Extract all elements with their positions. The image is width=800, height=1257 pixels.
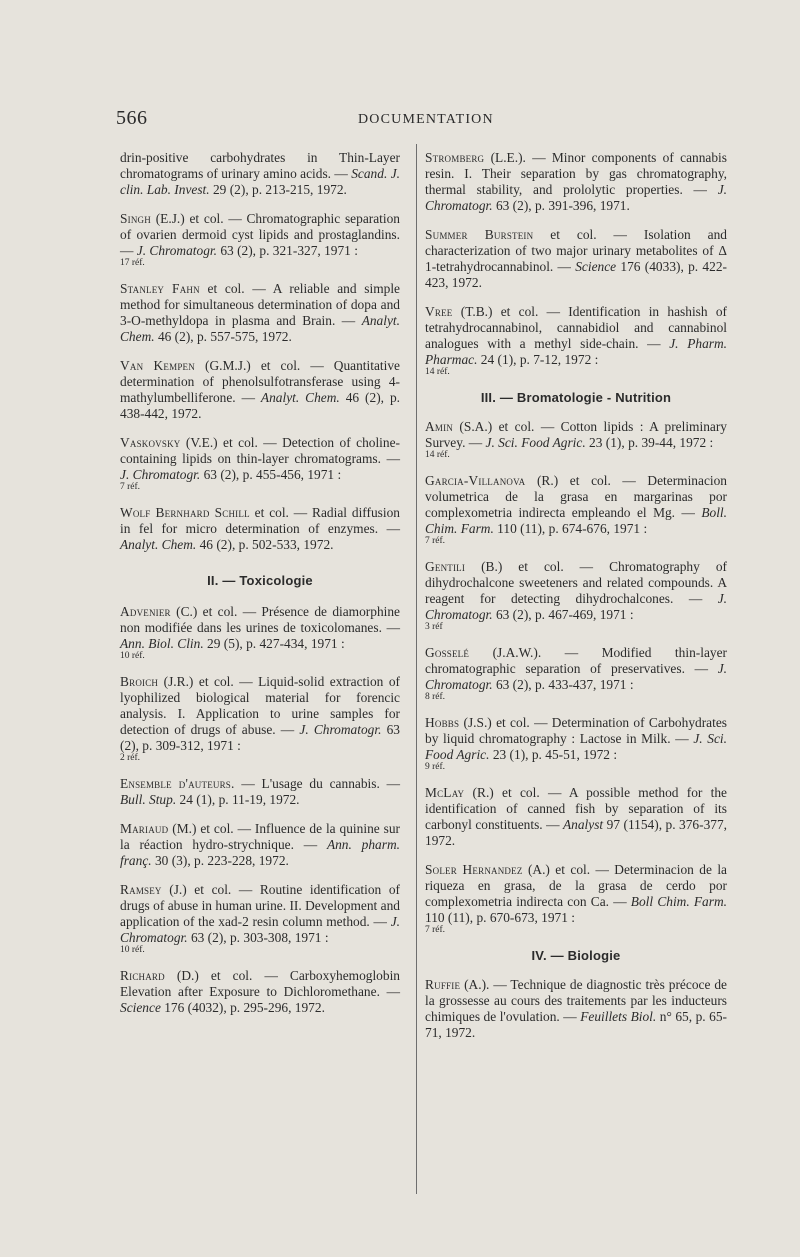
- entry-citation-tail: 24 (1), p. 7-12, 1972 :: [477, 352, 599, 367]
- entry-citation-tail: 46 (2), p. 502-533, 1972.: [196, 537, 334, 552]
- entry-author: Garcia-Villanova: [425, 473, 526, 488]
- entry-references-count: 7 réf.: [120, 482, 141, 492]
- bibliography-entry: [120, 211, 400, 268]
- section-heading: II. — Toxicologie: [207, 573, 313, 588]
- entry-author: Stanley Fahn: [120, 281, 200, 296]
- entry-journal: J. Chromatogr.: [425, 661, 727, 692]
- entry-author: Amin: [425, 419, 453, 434]
- entry-journal: J. Chromatogr.: [425, 591, 727, 622]
- entry-citation-tail: 97 (1154), p. 376-377, 1972.: [425, 817, 728, 848]
- entry-author: Stromberg: [425, 150, 485, 165]
- entry-citation-tail: 110 (11), p. 670-673, 1971 :: [425, 910, 576, 925]
- bibliography-entry: [120, 674, 400, 763]
- entry-author: Summer Burstein: [425, 227, 534, 242]
- entry-list: [425, 150, 727, 377]
- entry-journal: Bull. Stup.: [120, 792, 177, 807]
- entry-references-count: 17 réf.: [120, 258, 145, 268]
- entry-entry-text: et col. — Radial diffusion in fel for micro determination of enzymes. —: [120, 505, 400, 536]
- bibliography-entry: [425, 785, 727, 849]
- entry-journal: Analyt. Chem.: [120, 313, 400, 344]
- entry-citation-tail: 29 (2), p. 213-215, 1972.: [209, 182, 347, 197]
- entry-entry-text: drin-positive carbohydrates in Thin-Layer chromatograms of urinary amino acids. —: [120, 150, 400, 181]
- entry-citation-tail: n° 65, p. 65-71, 1972.: [425, 1009, 727, 1040]
- entry-author: Wolf Bernhard Schill: [120, 505, 250, 520]
- entry-citation-tail: 63 (2), p. 391-396, 1971.: [492, 198, 630, 213]
- entry-citation-tail: 24 (1), p. 11-19, 1972.: [176, 792, 300, 807]
- bibliography-entry: [425, 977, 727, 1041]
- bibliography-entry: [120, 358, 400, 422]
- bibliography-entry: [425, 559, 727, 632]
- right-column: [425, 150, 727, 1054]
- section-heading: III. — Bromatologie - Nutrition: [480, 390, 672, 405]
- entry-citation-tail: 63 (2), p. 455-456, 1971 :: [200, 467, 342, 482]
- entry-journal: J. Pharm. Pharmac.: [425, 336, 727, 367]
- entry-citation-tail: 176 (4033), p. 422-423, 1972.: [425, 259, 727, 290]
- entry-list: [120, 604, 400, 1016]
- entry-author: Ensemble d'auteurs.: [120, 776, 235, 791]
- entry-author: Vaskovsky: [120, 435, 181, 450]
- entry-entry-text: (S.A.) et col. — Cotton lipids : A preliminary Survey. —: [425, 419, 727, 450]
- entry-journal: Feuillets Biol.: [580, 1009, 657, 1024]
- entry-journal: Scand. J. clin. Lab. Invest.: [120, 166, 400, 197]
- entry-journal: J. Sci. Food Agric.: [485, 435, 586, 450]
- entry-citation-tail: 63 (2), p. 309-312, 1971 :: [120, 722, 400, 753]
- entry-entry-text: (T.B.) et col. — Identification in hashish of tetrahydrocannabinol, cannabidiol and cannabinol analogues with a methyl side-chain. —: [425, 304, 727, 351]
- entry-journal: J. Chromatogr.: [299, 722, 382, 737]
- entry-list: [425, 977, 727, 1041]
- entry-entry-text: (M.) et col. — Influence de la quinine sur la réaction hydro-strychnique. —: [120, 821, 400, 852]
- bibliography-entry: [425, 227, 727, 291]
- entry-journal: Science: [575, 259, 617, 274]
- bibliography-entry: [425, 150, 727, 214]
- entry-author: Soler Hernandez: [425, 862, 523, 877]
- entry-citation-tail: 46 (2), p. 557-575, 1972.: [154, 329, 292, 344]
- bibliography-entry: [120, 505, 400, 553]
- entry-references-count: 7 réf.: [425, 925, 446, 935]
- entry-references-count: 10 réf.: [120, 651, 145, 661]
- entry-citation-tail: 63 (2), p. 433-437, 1971 :: [492, 677, 634, 692]
- entry-references-count: 10 réf.: [120, 945, 145, 955]
- entry-entry-text: (D.) et col. — Carboxyhemoglobin Elevation after Exposure to Dichloromethane. —: [120, 968, 400, 999]
- entry-citation-tail: 110 (11), p. 674-676, 1971 :: [493, 521, 648, 536]
- bibliography-entry: [120, 821, 400, 869]
- entry-author: Gosselé: [425, 645, 470, 660]
- entry-citation-tail: 23 (1), p. 39-44, 1972 :: [585, 435, 714, 450]
- entry-journal: Boll Chim. Farm.: [630, 894, 727, 909]
- bibliography-entry: [425, 304, 727, 377]
- entry-references-count: 2 réf.: [120, 753, 141, 763]
- bibliography-entry: [425, 645, 727, 702]
- entry-citation-tail: 29 (5), p. 427-434, 1971 :: [203, 636, 345, 651]
- entry-journal: Science: [120, 1000, 161, 1015]
- entry-entry-text: (R.) et col. — A possible method for the identification of canned fish by separation of its carbonyl constituents. —: [425, 785, 727, 832]
- bibliography-entry: [120, 435, 400, 492]
- bibliography-entry: [425, 715, 727, 772]
- entry-references-count: 9 réf.: [425, 762, 446, 772]
- left-column: [120, 150, 400, 1029]
- entry-references-count: 3 réf: [425, 622, 443, 632]
- bibliography-entry: [425, 473, 727, 546]
- bibliography-entry: [120, 281, 400, 345]
- entry-entry-text: (L.E.). — Minor components of cannabis resin. I. Their separation by gas chromatography, thermal stability, and prololytic properties. —: [425, 150, 727, 197]
- entry-citation-tail: 63 (2), p. 467-469, 1971 :: [492, 607, 634, 622]
- entry-entry-text: et col. — Isolation and characterization of two major urinary metabolites of Δ 1-tetrahydrocannabinol. —: [425, 227, 727, 274]
- entry-entry-text: (J.S.) et col. — Determination of Carbohydrates by liquid chromatography : Lactose in Milk. —: [425, 715, 727, 746]
- bibliography-entry: [120, 604, 400, 661]
- entry-journal: Analyt. Chem.: [260, 390, 340, 405]
- entry-citation-tail: 46 (2), p. 438-442, 1972.: [120, 390, 400, 421]
- entry-journal: Ann. pharm. franç.: [120, 837, 400, 868]
- bibliography-entry: [425, 419, 727, 460]
- entry-author: Vree: [425, 304, 453, 319]
- entry-entry-text: (R.) et col. — Determinacion volumetrica de la grasa en margarinas por complexometria indirecta empleando el Mg. —: [425, 473, 727, 520]
- entry-entry-text: (B.) et col. — Chromatography of dihydrochalcone sweeteners and related compounds. A reagent for detecting dihydrochalcones. —: [425, 559, 727, 606]
- page-number: 566: [116, 107, 148, 129]
- entry-author: Advenier: [120, 604, 171, 619]
- entry-entry-text: — L'usage du cannabis. —: [234, 776, 400, 791]
- entry-author: Broich: [120, 674, 159, 689]
- entry-author: McLay: [425, 785, 465, 800]
- entry-entry-text: (A.). — Technique de diagnostic très précoce de la grossesse au cours des traitements par les inducteurs chimiques de l'ovulation. —: [425, 977, 727, 1024]
- entry-author: Ramsey: [120, 882, 162, 897]
- entry-journal: Boll. Chim. Farm.: [425, 505, 727, 536]
- entry-entry-text: (J.R.) et col. — Liquid-solid extraction of lyophilized biological material for forencic analysis. I. Application to urine samples for detection of drugs of abuse. —: [120, 674, 400, 737]
- bibliography-entry: [120, 150, 400, 198]
- entry-journal: J. Chromatogr.: [425, 182, 727, 213]
- column-divider: [416, 144, 417, 1194]
- entry-entry-text: (V.E.) et col. — Detection of choline-containing lipids on thin-layer chromatograms. —: [120, 435, 400, 466]
- entry-author: Hobbs: [425, 715, 460, 730]
- entry-list: [120, 150, 400, 553]
- entry-journal: Ann. Biol. Clin.: [120, 636, 204, 651]
- entry-entry-text: (A.) et col. — Determinacion de la riqueza en grasa, de la grasa de cerdo por complexometria indirecta con Ca. —: [425, 862, 727, 909]
- bibliography-entry: [425, 862, 727, 935]
- entry-author: Mariaud: [120, 821, 169, 836]
- entry-citation-tail: 63 (2), p. 321-327, 1971 :: [216, 243, 358, 258]
- entry-entry-text: (C.) et col. — Présence de diamorphine non modifiée dans les urines de toxicolomanes. —: [120, 604, 400, 635]
- entry-references-count: 14 réf.: [425, 367, 450, 377]
- entry-entry-text: et col. — A reliable and simple method for simultaneous determination of dopa and 3-O-methyldopa in plasma and Brain. —: [120, 281, 400, 328]
- entry-author: Ruffie: [425, 977, 461, 992]
- entry-journal: J. Chromatogr.: [136, 243, 217, 258]
- entry-citation-tail: 30 (3), p. 223-228, 1972.: [151, 853, 289, 868]
- entry-list: [425, 419, 727, 935]
- entry-citation-tail: 176 (4032), p. 295-296, 1972.: [160, 1000, 325, 1015]
- entry-journal: J. Sci. Food Agric.: [425, 731, 727, 762]
- entry-journal: J. Chromatogr.: [120, 467, 201, 482]
- entry-citation-tail: 23 (1), p. 45-51, 1972 :: [489, 747, 618, 762]
- entry-author: Richard: [120, 968, 165, 983]
- section-heading: IV. — Biologie: [531, 948, 621, 963]
- entry-entry-text: (J.) et col. — Routine identification of drugs of abuse in human urine. II. Development and application of the xad-2 resin column method. —: [120, 882, 400, 929]
- entry-author: Singh: [120, 211, 151, 226]
- bibliography-entry: [120, 882, 400, 955]
- entry-references-count: 7 réf.: [425, 536, 446, 546]
- entry-journal: Analyst: [562, 817, 604, 832]
- entry-entry-text: (J.A.W.). — Modified thin-layer chromatographic separation of preservatives. —: [425, 645, 727, 676]
- entry-references-count: 8 réf.: [425, 692, 446, 702]
- entry-citation-tail: 63 (2), p. 303-308, 1971 :: [187, 930, 329, 945]
- entry-entry-text: (G.M.J.) et col. — Quantitative determination of phenolsulfotransferase using 4-mathylumbelliferone. —: [120, 358, 400, 405]
- entry-author: Gentili: [425, 559, 466, 574]
- entry-entry-text: (E.J.) et col. — Chromatographic separation of ovarien dermoid cyst lipids and prostaglandins. —: [120, 211, 400, 258]
- entry-journal: J. Chromatogr.: [120, 914, 400, 945]
- running-title: DOCUMENTATION: [358, 112, 494, 127]
- entry-author: Van Kempen: [120, 358, 195, 373]
- entry-journal: Analyt. Chem.: [120, 537, 197, 552]
- bibliography-entry: [120, 968, 400, 1016]
- entry-references-count: 14 réf.: [425, 450, 450, 460]
- bibliography-entry: [120, 776, 400, 808]
